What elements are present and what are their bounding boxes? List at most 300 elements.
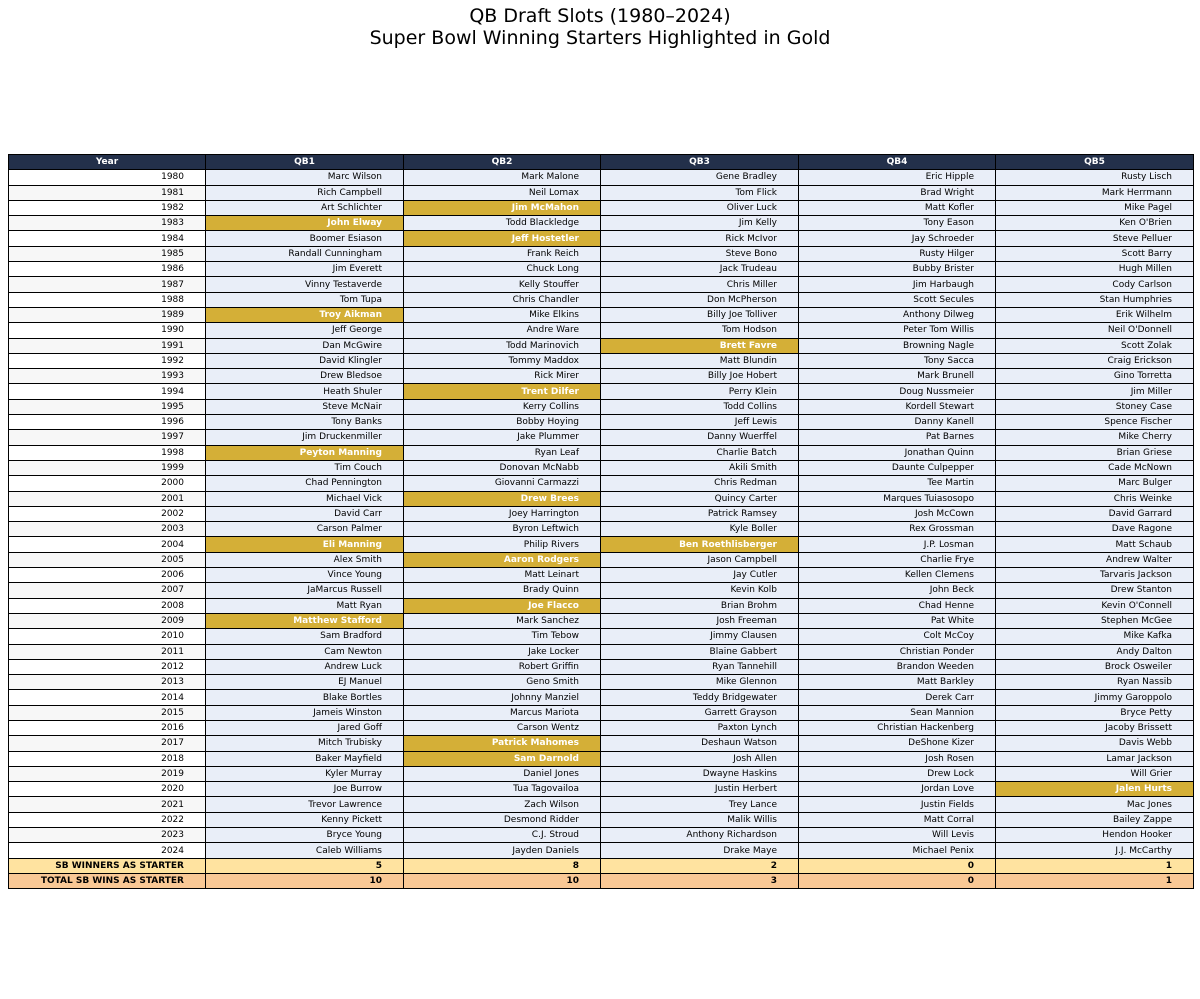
qb-cell: Heath Shuler	[206, 384, 404, 399]
qb-cell: Bobby Hoying	[404, 415, 601, 430]
qb-cell: Scott Secules	[799, 292, 996, 307]
table-row	[9, 460, 1194, 475]
table-row	[9, 537, 1194, 552]
qb-cell: Stan Humphries	[996, 292, 1194, 307]
table-row	[9, 369, 1194, 384]
year-cell: 2015	[9, 705, 206, 720]
qb-cell: Vinny Testaverde	[206, 277, 404, 292]
qb-cell: Kerry Collins	[404, 399, 601, 414]
qb-cell: Jim Harbaugh	[799, 277, 996, 292]
qb-cell: Anthony Richardson	[601, 828, 799, 843]
qb-cell: Boomer Esiason	[206, 231, 404, 246]
qb-cell: Donovan McNabb	[404, 460, 601, 475]
summary-value: 0	[799, 873, 996, 888]
qb-cell: Mac Jones	[996, 797, 1194, 812]
qb-cell: Chris Redman	[601, 476, 799, 491]
table-row	[9, 353, 1194, 368]
qb-cell: Jimmy Garoppolo	[996, 690, 1194, 705]
qb-cell: Cody Carlson	[996, 277, 1194, 292]
qb-cell: Cade McNown	[996, 460, 1194, 475]
qb-cell: Vince Young	[206, 568, 404, 583]
year-cell: 1980	[9, 170, 206, 185]
qb-cell: Baker Mayfield	[206, 751, 404, 766]
qb-cell: Charlie Frye	[799, 552, 996, 567]
sb-winner-cell: Eli Manning	[206, 537, 404, 552]
qb-cell: Matt Corral	[799, 812, 996, 827]
qb-cell: Perry Klein	[601, 384, 799, 399]
year-cell: 1985	[9, 246, 206, 261]
qb-cell: Tarvaris Jackson	[996, 568, 1194, 583]
summary-value: 0	[799, 858, 996, 873]
year-cell: 1994	[9, 384, 206, 399]
qb-cell: Sean Mannion	[799, 705, 996, 720]
sb-winner-cell: Aaron Rodgers	[404, 552, 601, 567]
column-header-qb3: QB3	[601, 155, 799, 170]
qb-cell: Malik Willis	[601, 812, 799, 827]
table-row	[9, 766, 1194, 781]
table-header-row	[9, 155, 1194, 170]
qb-cell: Bubby Brister	[799, 262, 996, 277]
qb-cell: Stephen McGee	[996, 613, 1194, 628]
qb-cell: Patrick Ramsey	[601, 506, 799, 521]
sb-winner-cell: Peyton Manning	[206, 445, 404, 460]
sb-winner-cell: Matthew Stafford	[206, 613, 404, 628]
qb-cell: Michael Vick	[206, 491, 404, 506]
qb-cell: Neil O'Donnell	[996, 323, 1194, 338]
year-cell: 2007	[9, 583, 206, 598]
qb-cell: Lamar Jackson	[996, 751, 1194, 766]
table-row	[9, 644, 1194, 659]
table-row	[9, 277, 1194, 292]
column-header-qb4: QB4	[799, 155, 996, 170]
qb-cell: Dave Ragone	[996, 522, 1194, 537]
qb-cell: Pat White	[799, 613, 996, 628]
qb-cell: Scott Barry	[996, 246, 1194, 261]
year-cell: 2020	[9, 782, 206, 797]
qb-cell: Danny Kanell	[799, 415, 996, 430]
column-header-qb1: QB1	[206, 155, 404, 170]
table-row	[9, 629, 1194, 644]
year-cell: 1988	[9, 292, 206, 307]
qb-cell: J.P. Losman	[799, 537, 996, 552]
qb-cell: Quincy Carter	[601, 491, 799, 506]
qb-cell: Todd Blackledge	[404, 216, 601, 231]
qb-cell: Tony Eason	[799, 216, 996, 231]
qb-cell: Kyle Boller	[601, 522, 799, 537]
qb-cell: Jameis Winston	[206, 705, 404, 720]
year-cell: 1993	[9, 369, 206, 384]
table-row	[9, 476, 1194, 491]
year-cell: 2016	[9, 720, 206, 735]
table-row	[9, 812, 1194, 827]
year-cell: 1996	[9, 415, 206, 430]
qb-cell: Jim Kelly	[601, 216, 799, 231]
summary-value: 10	[404, 873, 601, 888]
qb-cell: Craig Erickson	[996, 353, 1194, 368]
qb-cell: Philip Rivers	[404, 537, 601, 552]
qb-cell: Rex Grossman	[799, 522, 996, 537]
table-row	[9, 659, 1194, 674]
sb-winner-cell: John Elway	[206, 216, 404, 231]
qb-cell: Kordell Stewart	[799, 399, 996, 414]
qb-cell: Danny Wuerffel	[601, 430, 799, 445]
qb-cell: Alex Smith	[206, 552, 404, 567]
year-cell: 1987	[9, 277, 206, 292]
qb-cell: Sam Bradford	[206, 629, 404, 644]
qb-cell: Jordan Love	[799, 782, 996, 797]
qb-cell: Ryan Nassib	[996, 675, 1194, 690]
year-cell: 2011	[9, 644, 206, 659]
qb-cell: Josh Rosen	[799, 751, 996, 766]
year-cell: 2019	[9, 766, 206, 781]
summary-value: 2	[601, 858, 799, 873]
qb-cell: Matt Barkley	[799, 675, 996, 690]
qb-cell: Chris Miller	[601, 277, 799, 292]
year-cell: 1986	[9, 262, 206, 277]
year-cell: 2002	[9, 506, 206, 521]
table-row	[9, 598, 1194, 613]
table-row	[9, 797, 1194, 812]
qb-cell: Tony Sacca	[799, 353, 996, 368]
sb-winner-cell: Jeff Hostetler	[404, 231, 601, 246]
summary-label: TOTAL SB WINS AS STARTER	[9, 873, 206, 888]
qb-cell: Jake Plummer	[404, 430, 601, 445]
qb-cell: Scott Zolak	[996, 338, 1194, 353]
qb-cell: Tom Tupa	[206, 292, 404, 307]
qb-cell: Matt Kofler	[799, 200, 996, 215]
table-row	[9, 583, 1194, 598]
qb-cell: Ryan Tannehill	[601, 659, 799, 674]
table-row	[9, 552, 1194, 567]
qb-cell: JaMarcus Russell	[206, 583, 404, 598]
qb-cell: Bryce Young	[206, 828, 404, 843]
qb-cell: Trey Lance	[601, 797, 799, 812]
year-cell: 2013	[9, 675, 206, 690]
qb-cell: Kyler Murray	[206, 766, 404, 781]
qb-cell: Kellen Clemens	[799, 568, 996, 583]
qb-cell: Jeff George	[206, 323, 404, 338]
year-cell: 2024	[9, 843, 206, 858]
qb-cell: Andy Dalton	[996, 644, 1194, 659]
year-cell: 2012	[9, 659, 206, 674]
qb-cell: Marc Wilson	[206, 170, 404, 185]
table-row	[9, 262, 1194, 277]
qb-cell: Derek Carr	[799, 690, 996, 705]
qb-cell: Chad Pennington	[206, 476, 404, 491]
table-row	[9, 415, 1194, 430]
table-row	[9, 843, 1194, 858]
sb-winner-cell: Troy Aikman	[206, 307, 404, 322]
qb-cell: Kelly Stouffer	[404, 277, 601, 292]
qb-cell: Kevin Kolb	[601, 583, 799, 598]
sb-winner-cell: Jim McMahon	[404, 200, 601, 215]
qb-cell: Josh Allen	[601, 751, 799, 766]
summary-row-total-sb-wins	[9, 873, 1194, 888]
year-cell: 1982	[9, 200, 206, 215]
table-row	[9, 720, 1194, 735]
qb-cell: Dwayne Haskins	[601, 766, 799, 781]
qb-cell: Garrett Grayson	[601, 705, 799, 720]
qb-cell: Peter Tom Willis	[799, 323, 996, 338]
qb-cell: Akili Smith	[601, 460, 799, 475]
qb-cell: Brad Wright	[799, 185, 996, 200]
qb-cell: Doug Nussmeier	[799, 384, 996, 399]
qb-cell: Matt Blundin	[601, 353, 799, 368]
year-cell: 2022	[9, 812, 206, 827]
year-cell: 1998	[9, 445, 206, 460]
year-cell: 1991	[9, 338, 206, 353]
year-cell: 2010	[9, 629, 206, 644]
qb-cell: Carson Palmer	[206, 522, 404, 537]
year-cell: 1983	[9, 216, 206, 231]
qb-cell: C.J. Stroud	[404, 828, 601, 843]
qb-cell: Mitch Trubisky	[206, 736, 404, 751]
qb-cell: Daunte Culpepper	[799, 460, 996, 475]
qb-cell: Giovanni Carmazzi	[404, 476, 601, 491]
qb-cell: Jayden Daniels	[404, 843, 601, 858]
year-cell: 2004	[9, 537, 206, 552]
qb-cell: Art Schlichter	[206, 200, 404, 215]
year-cell: 2009	[9, 613, 206, 628]
qb-cell: Tim Couch	[206, 460, 404, 475]
sb-winner-cell: Sam Darnold	[404, 751, 601, 766]
qb-cell: Todd Marinovich	[404, 338, 601, 353]
qb-cell: Johnny Manziel	[404, 690, 601, 705]
qb-cell: Rick Mirer	[404, 369, 601, 384]
year-cell: 2023	[9, 828, 206, 843]
qb-cell: Tommy Maddox	[404, 353, 601, 368]
qb-cell: Robert Griffin	[404, 659, 601, 674]
table-row	[9, 185, 1194, 200]
chart-title-block	[0, 5, 1200, 49]
qb-cell: Andrew Luck	[206, 659, 404, 674]
sb-winner-cell: Brett Favre	[601, 338, 799, 353]
qb-cell: Brandon Weeden	[799, 659, 996, 674]
qb-cell: Mark Brunell	[799, 369, 996, 384]
table-row	[9, 170, 1194, 185]
table-row	[9, 338, 1194, 353]
qb-cell: Brock Osweiler	[996, 659, 1194, 674]
qb-cell: Deshaun Watson	[601, 736, 799, 751]
qb-cell: Tom Hodson	[601, 323, 799, 338]
table-row	[9, 430, 1194, 445]
qb-cell: Tom Flick	[601, 185, 799, 200]
qb-cell: Ryan Leaf	[404, 445, 601, 460]
qb-cell: Randall Cunningham	[206, 246, 404, 261]
qb-cell: Bailey Zappe	[996, 812, 1194, 827]
table-row	[9, 613, 1194, 628]
sb-winner-cell: Trent Dilfer	[404, 384, 601, 399]
qb-cell: Mike Kafka	[996, 629, 1194, 644]
table-row	[9, 705, 1194, 720]
qb-cell: John Beck	[799, 583, 996, 598]
qb-cell: Don McPherson	[601, 292, 799, 307]
summary-row-sb-winners	[9, 858, 1194, 873]
qb-cell: Mike Cherry	[996, 430, 1194, 445]
qb-cell: Tua Tagovailoa	[404, 782, 601, 797]
qb-cell: Pat Barnes	[799, 430, 996, 445]
year-cell: 2014	[9, 690, 206, 705]
qb-cell: Gino Torretta	[996, 369, 1194, 384]
qb-cell: Davis Webb	[996, 736, 1194, 751]
table-row	[9, 292, 1194, 307]
year-cell: 2000	[9, 476, 206, 491]
table-row	[9, 384, 1194, 399]
year-cell: 1984	[9, 231, 206, 246]
sb-winner-cell: Joe Flacco	[404, 598, 601, 613]
qb-cell: Stoney Case	[996, 399, 1194, 414]
summary-value: 10	[206, 873, 404, 888]
table-row	[9, 216, 1194, 231]
year-cell: 1995	[9, 399, 206, 414]
qb-cell: Joe Burrow	[206, 782, 404, 797]
year-cell: 1989	[9, 307, 206, 322]
qb-cell: Jason Campbell	[601, 552, 799, 567]
table-row	[9, 675, 1194, 690]
year-cell: 2008	[9, 598, 206, 613]
qb-cell: Jared Goff	[206, 720, 404, 735]
year-cell: 1992	[9, 353, 206, 368]
qb-cell: Drew Lock	[799, 766, 996, 781]
qb-cell: Chuck Long	[404, 262, 601, 277]
summary-label: SB WINNERS AS STARTER	[9, 858, 206, 873]
qb-cell: Mike Elkins	[404, 307, 601, 322]
qb-cell: Chris Weinke	[996, 491, 1194, 506]
qb-cell: Daniel Jones	[404, 766, 601, 781]
sb-winner-cell: Drew Brees	[404, 491, 601, 506]
qb-cell: Todd Collins	[601, 399, 799, 414]
qb-cell: Rusty Lisch	[996, 170, 1194, 185]
qb-cell: Hendon Hooker	[996, 828, 1194, 843]
qb-cell: Ken O'Brien	[996, 216, 1194, 231]
summary-value: 1	[996, 873, 1194, 888]
table-row	[9, 323, 1194, 338]
qb-cell: Mike Glennon	[601, 675, 799, 690]
table-row	[9, 246, 1194, 261]
qb-cell: Brian Griese	[996, 445, 1194, 460]
table-row	[9, 782, 1194, 797]
year-cell: 2021	[9, 797, 206, 812]
qb-cell: Jay Cutler	[601, 568, 799, 583]
qb-cell: Marc Bulger	[996, 476, 1194, 491]
table-row	[9, 751, 1194, 766]
qb-cell: Mark Malone	[404, 170, 601, 185]
summary-value: 3	[601, 873, 799, 888]
qb-cell: Christian Hackenberg	[799, 720, 996, 735]
summary-value: 8	[404, 858, 601, 873]
qb-cell: Billy Joe Tolliver	[601, 307, 799, 322]
qb-cell: Will Levis	[799, 828, 996, 843]
qb-cell: Rick McIvor	[601, 231, 799, 246]
qb-cell: Hugh Millen	[996, 262, 1194, 277]
qb-cell: Steve Bono	[601, 246, 799, 261]
sb-winner-cell: Ben Roethlisberger	[601, 537, 799, 552]
sb-winner-cell: Patrick Mahomes	[404, 736, 601, 751]
qb-cell: Andre Ware	[404, 323, 601, 338]
qb-cell: David Klingler	[206, 353, 404, 368]
table-row	[9, 568, 1194, 583]
qb-cell: Kevin O'Connell	[996, 598, 1194, 613]
qb-cell: Jim Druckenmiller	[206, 430, 404, 445]
qb-cell: Rich Campbell	[206, 185, 404, 200]
table-row	[9, 491, 1194, 506]
qb-cell: Brian Brohm	[601, 598, 799, 613]
chart-subtitle: Super Bowl Winning Starters Highlighted in Gold	[369, 27, 831, 49]
qb-cell: Bryce Petty	[996, 705, 1194, 720]
column-header-qb2: QB2	[404, 155, 601, 170]
table-row	[9, 828, 1194, 843]
qb-cell: Drew Stanton	[996, 583, 1194, 598]
qb-cell: Caleb Williams	[206, 843, 404, 858]
qb-cell: Matt Leinart	[404, 568, 601, 583]
qb-cell: Joey Harrington	[404, 506, 601, 521]
table-row	[9, 399, 1194, 414]
qb-cell: Dan McGwire	[206, 338, 404, 353]
qb-cell: Charlie Batch	[601, 445, 799, 460]
qb-cell: Steve Pelluer	[996, 231, 1194, 246]
qb-cell: Desmond Ridder	[404, 812, 601, 827]
qb-cell: Kenny Pickett	[206, 812, 404, 827]
year-cell: 1999	[9, 460, 206, 475]
qb-cell: Neil Lomax	[404, 185, 601, 200]
qb-cell: Jack Trudeau	[601, 262, 799, 277]
qb-cell: Rusty Hilger	[799, 246, 996, 261]
summary-value: 5	[206, 858, 404, 873]
qb-cell: Cam Newton	[206, 644, 404, 659]
qb-cell: Drew Bledsoe	[206, 369, 404, 384]
qb-cell: Jim Everett	[206, 262, 404, 277]
table-row	[9, 506, 1194, 521]
qb-cell: David Carr	[206, 506, 404, 521]
qb-cell: Carson Wentz	[404, 720, 601, 735]
qb-cell: Browning Nagle	[799, 338, 996, 353]
year-cell: 2005	[9, 552, 206, 567]
qb-cell: Drake Maye	[601, 843, 799, 858]
qb-cell: Jake Locker	[404, 644, 601, 659]
qb-cell: J.J. McCarthy	[996, 843, 1194, 858]
qb-cell: Justin Fields	[799, 797, 996, 812]
qb-cell: Jimmy Clausen	[601, 629, 799, 644]
qb-cell: Paxton Lynch	[601, 720, 799, 735]
qb-cell: Oliver Luck	[601, 200, 799, 215]
table-row	[9, 445, 1194, 460]
qb-cell: Gene Bradley	[601, 170, 799, 185]
qb-cell: Zach Wilson	[404, 797, 601, 812]
qb-cell: Blake Bortles	[206, 690, 404, 705]
column-header-year: Year	[9, 155, 206, 170]
qb-cell: Andrew Walter	[996, 552, 1194, 567]
table-row	[9, 736, 1194, 751]
qb-cell: Josh Freeman	[601, 613, 799, 628]
qb-cell: Trevor Lawrence	[206, 797, 404, 812]
qb-cell: Eric Hipple	[799, 170, 996, 185]
qb-cell: Christian Ponder	[799, 644, 996, 659]
table-row	[9, 690, 1194, 705]
year-cell: 1990	[9, 323, 206, 338]
year-cell: 2017	[9, 736, 206, 751]
year-cell: 1981	[9, 185, 206, 200]
table-row	[9, 231, 1194, 246]
year-cell: 1997	[9, 430, 206, 445]
year-cell: 2006	[9, 568, 206, 583]
qb-cell: Spence Fischer	[996, 415, 1194, 430]
sb-winner-cell: Jalen Hurts	[996, 782, 1194, 797]
qb-cell: Tony Banks	[206, 415, 404, 430]
qb-cell: Jeff Lewis	[601, 415, 799, 430]
table-row	[9, 307, 1194, 322]
qb-cell: Marcus Mariota	[404, 705, 601, 720]
qb-cell: Jacoby Brissett	[996, 720, 1194, 735]
